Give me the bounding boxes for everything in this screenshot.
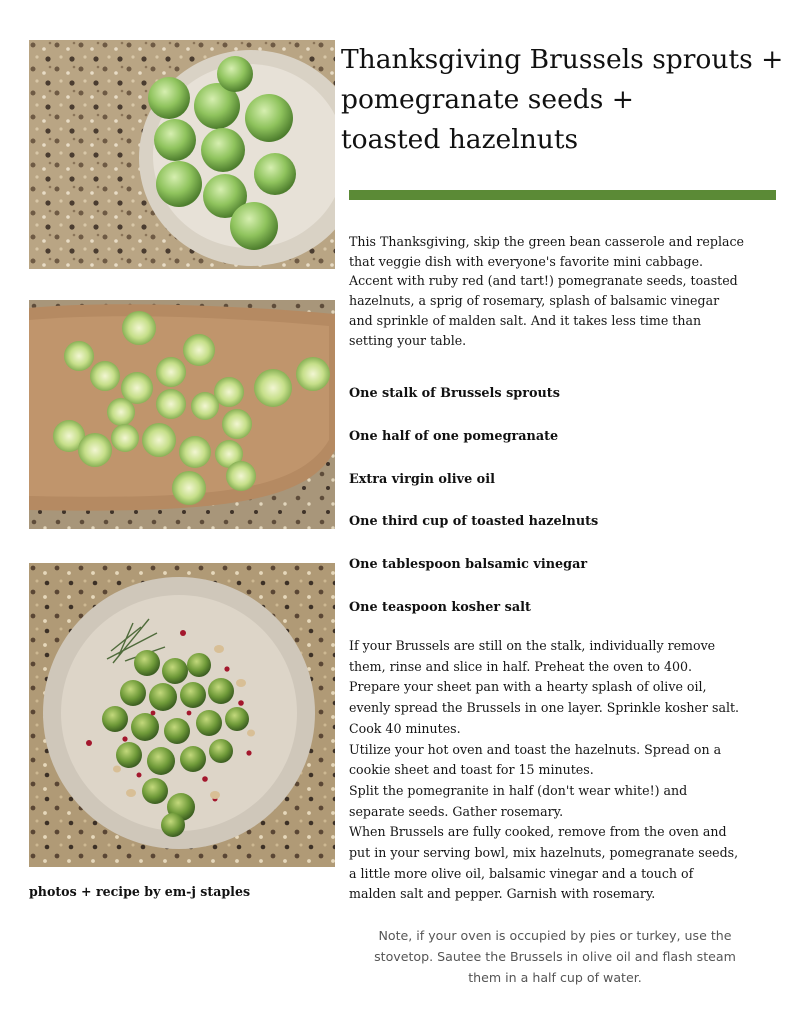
intro-paragraph [349, 232, 779, 350]
instruction-line: Prepare your sheet pan with a hearty splash of olive oil, [349, 679, 707, 695]
note-line: them in a half cup of water. [468, 970, 642, 985]
stovetop-note [345, 925, 765, 988]
intro-line: setting your table. [349, 332, 467, 348]
photo-credit: photos + recipe by em-j staples [29, 884, 251, 899]
instruction-line: cookie sheet and toast for 15 minutes. [349, 762, 594, 778]
instruction-line: Utilize your hot oven and toast the hazelnuts. Spread on a [349, 741, 722, 757]
title-line: Thanksgiving Brussels sprouts + [341, 44, 784, 75]
recipe-title [341, 40, 784, 160]
note-line: Note, if your oven is occupied by pies or turkey, use the [378, 928, 732, 943]
photo-plated-dish [29, 563, 335, 867]
note-line: stovetop. Sautee the Brussels in olive oil and flash steam [374, 949, 736, 964]
instruction-line: put in your serving bowl, mix hazelnuts, pomegranate seeds, [349, 845, 739, 861]
instruction-line: Cook 40 minutes. [349, 720, 461, 736]
title-divider [349, 190, 776, 200]
intro-line: Accent with ruby red (and tart!) pomegranate seeds, toasted [349, 273, 738, 289]
intro-line: This Thanksgiving, skip the green bean casserole and replace [349, 234, 744, 249]
title-line: pomegranate seeds + [341, 84, 634, 115]
photo-sprouts-in-bowl [29, 40, 335, 269]
intro-line: that veggie dish with everyone's favorite mini cabbage. [349, 253, 704, 269]
title-line: toasted hazelnuts [341, 124, 579, 155]
instruction-line: malden salt and pepper. Garnish with rosemary. [349, 886, 656, 902]
ingredient-item: One stalk of Brussels sprouts [349, 386, 560, 401]
ingredient-item: One half of one pomegranate [349, 428, 559, 444]
instruction-line: evenly spread the Brussels in one layer. Sprinkle kosher salt. [349, 700, 740, 716]
intro-line: hazelnuts, a sprig of rosemary, splash of balsamic vinegar [349, 293, 720, 309]
ingredient-list [349, 384, 779, 641]
ingredient-item: One tablespoon balsamic vinegar [349, 557, 588, 573]
intro-line: and sprinkle of malden salt. And it takes less time than [349, 312, 702, 328]
instruction-line: Split the pomegranite in half (don't wear white!) and [349, 782, 688, 798]
ingredient-item: One teaspoon kosher salt [349, 599, 531, 615]
instructions-paragraph [349, 636, 789, 905]
instruction-line: a little more olive oil, balsamic vinegar and a touch of [349, 865, 694, 881]
instruction-line: When Brussels are fully cooked, remove from the oven and [349, 824, 727, 840]
ingredient-item: Extra virgin olive oil [349, 471, 495, 487]
instruction-line: them, rinse and slice in half. Preheat the oven to 400. [349, 658, 693, 674]
instruction-line: separate seeds. Gather rosemary. [349, 803, 564, 819]
instruction-line: If your Brussels are still on the stalk, individually remove [349, 638, 716, 653]
ingredient-item: One third cup of toasted hazelnuts [349, 514, 599, 530]
photo-halved-sprouts-on-board [29, 300, 335, 529]
